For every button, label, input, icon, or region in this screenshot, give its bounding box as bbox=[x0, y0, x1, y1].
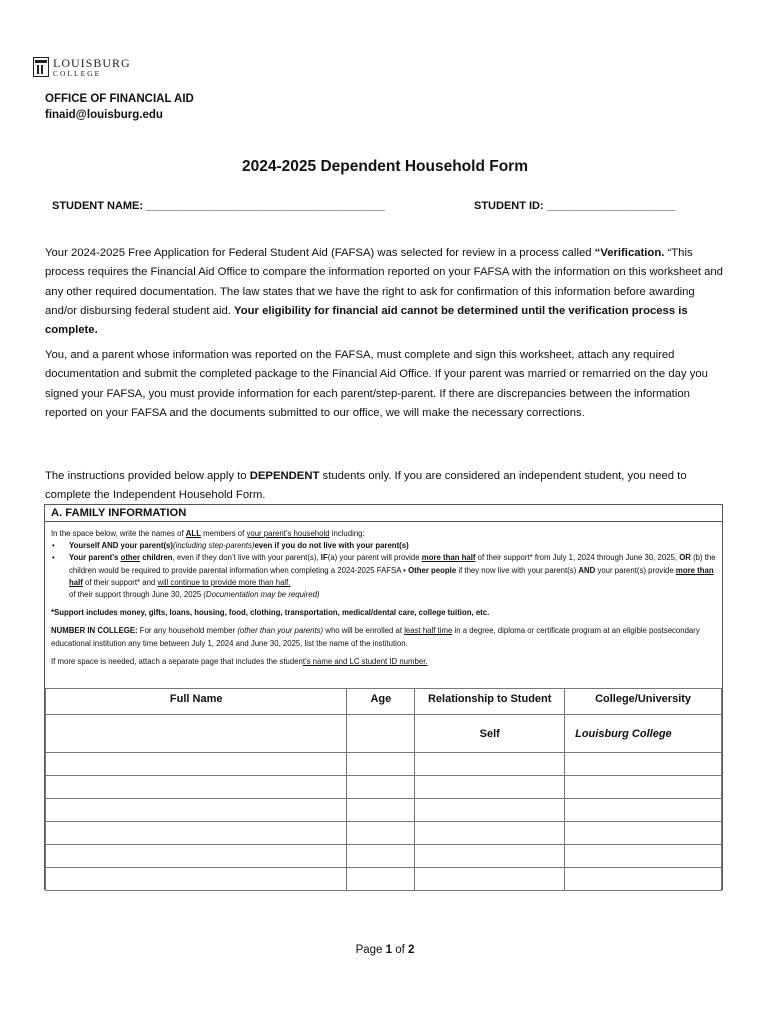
cell-name[interactable] bbox=[46, 822, 347, 845]
page-number: Page 1 of 2 bbox=[355, 944, 415, 956]
cell-age[interactable] bbox=[347, 822, 415, 845]
college-building-icon bbox=[33, 57, 49, 77]
cell-college[interactable] bbox=[565, 822, 722, 845]
student-id-field[interactable]: STUDENT ID: _____________________ bbox=[474, 200, 676, 212]
cell-college[interactable] bbox=[565, 845, 722, 868]
cell-age[interactable] bbox=[347, 715, 415, 753]
cell-age[interactable] bbox=[347, 868, 415, 891]
cell-college[interactable] bbox=[565, 776, 722, 799]
cell-name[interactable] bbox=[46, 776, 347, 799]
cell-college[interactable] bbox=[565, 868, 722, 891]
table-row bbox=[46, 845, 722, 868]
table-header-row bbox=[46, 689, 722, 715]
cell-name[interactable] bbox=[46, 868, 347, 891]
bullet-other-children: • Your parent’s other children, even if they don’t live with your parent(s), IF(a) your parent will provide more than half of their support* from July 1, 2024 through June 30, 2025, OR (b) the children would be required to provide parental information when completing a 2024-2025 FAFSA • Other people if they now live with your parent(s) AND your parent(s) provide more than half of their support* and will continue to provide more than half. of their support through June 30, 2025 (Documentation may be required) bbox=[52, 553, 716, 600]
family-members-table bbox=[45, 688, 722, 891]
bullet-yourself: • Yourself AND your parent(s)(including step-parents)even if you do not live with your parent(s) bbox=[52, 541, 409, 551]
section-heading: A. FAMILY INFORMATION bbox=[45, 504, 722, 522]
header-age: Age bbox=[347, 689, 415, 715]
more-space-note: If more space is needed, attach a separate page that includes the student’s name and LC student ID number. bbox=[51, 656, 428, 666]
intro-paragraph-1: Your 2024-2025 Free Application for Federal Student Aid (FAFSA) was selected for review in a process called “Verification. “This process requires the Financial Aid Office to compare the information reported on your FAFSA with the information on this worksheet and any other required documentation. The law states that we have the right to ask for confirmation of this information before awarding and/or disbursing federal student aid. Your eligibility for financial aid cannot be determined until the verification process is complete. bbox=[45, 247, 723, 337]
cell-age[interactable] bbox=[347, 845, 415, 868]
cell-college[interactable] bbox=[565, 753, 722, 776]
header-college: College/University bbox=[565, 689, 722, 715]
cell-relationship[interactable] bbox=[415, 776, 565, 799]
cell-name[interactable] bbox=[46, 799, 347, 822]
section-instructions bbox=[45, 522, 722, 668]
table-row-self bbox=[46, 715, 722, 753]
header-full-name: Full Name bbox=[46, 689, 347, 715]
cell-age[interactable] bbox=[347, 799, 415, 822]
family-information-section bbox=[44, 504, 723, 890]
cell-age[interactable] bbox=[347, 753, 415, 776]
louisburg-logo bbox=[33, 56, 131, 78]
cell-relationship[interactable] bbox=[415, 822, 565, 845]
logo-line2: COLLEGE bbox=[53, 68, 102, 78]
office-name: OFFICE OF FINANCIAL AID bbox=[45, 93, 194, 105]
cell-name[interactable] bbox=[46, 845, 347, 868]
cell-relationship: Self bbox=[415, 715, 565, 753]
header-relationship: Relationship to Student bbox=[415, 689, 565, 715]
office-email[interactable]: finaid@louisburg.edu bbox=[45, 109, 163, 121]
logo-line1: LOUISBURG bbox=[53, 55, 131, 70]
number-in-college-note: NUMBER IN COLLEGE: For any household member (other than your parents) who will be enrolled at least half time in a degree, diploma or certificate program at an eligible postsecondary educational institution any time between July 1, 2024 and June 30, 2025, list the name of the institution. bbox=[51, 626, 700, 648]
office-block bbox=[45, 91, 194, 123]
cell-relationship[interactable] bbox=[415, 868, 565, 891]
instruction-intro: In the space below, write the names of ALL members of your parent’s household including: bbox=[51, 529, 365, 538]
table-row bbox=[46, 753, 722, 776]
cell-relationship[interactable] bbox=[415, 753, 565, 776]
table-row bbox=[46, 822, 722, 845]
cell-name[interactable] bbox=[46, 753, 347, 776]
intro-paragraph-3: The instructions provided below apply to DEPENDENT students only. If you are considered an independent student, you need to complete the Independent Household Form. bbox=[45, 470, 687, 502]
table-row bbox=[46, 776, 722, 799]
cell-age[interactable] bbox=[347, 776, 415, 799]
support-note: *Support includes money, gifts, loans, housing, food, clothing, transportation, medical/dental care, college tuition, etc. bbox=[51, 608, 490, 618]
form-title: 2024-2025 Dependent Household Form bbox=[242, 158, 528, 175]
intro-paragraph-2: You, and a parent whose information was reported on the FAFSA, must complete and sign this worksheet, attach any required documentation and submit the completed package to the Financial Aid Office. If your parent was married or remarried on the day you signed your FAFSA, you must provide information for each parent/step-parent. If there are discrepancies between the information reported on your FAFSA and the documents submitted to our office, we will make the necessary corrections. bbox=[45, 349, 708, 419]
cell-name[interactable] bbox=[46, 715, 347, 753]
student-name-field[interactable]: STUDENT NAME: _______________________________________ bbox=[52, 200, 385, 212]
cell-relationship[interactable] bbox=[415, 799, 565, 822]
table-row bbox=[46, 799, 722, 822]
cell-college[interactable] bbox=[565, 799, 722, 822]
cell-relationship[interactable] bbox=[415, 845, 565, 868]
cell-college: Louisburg College bbox=[565, 715, 722, 753]
table-row bbox=[46, 868, 722, 891]
